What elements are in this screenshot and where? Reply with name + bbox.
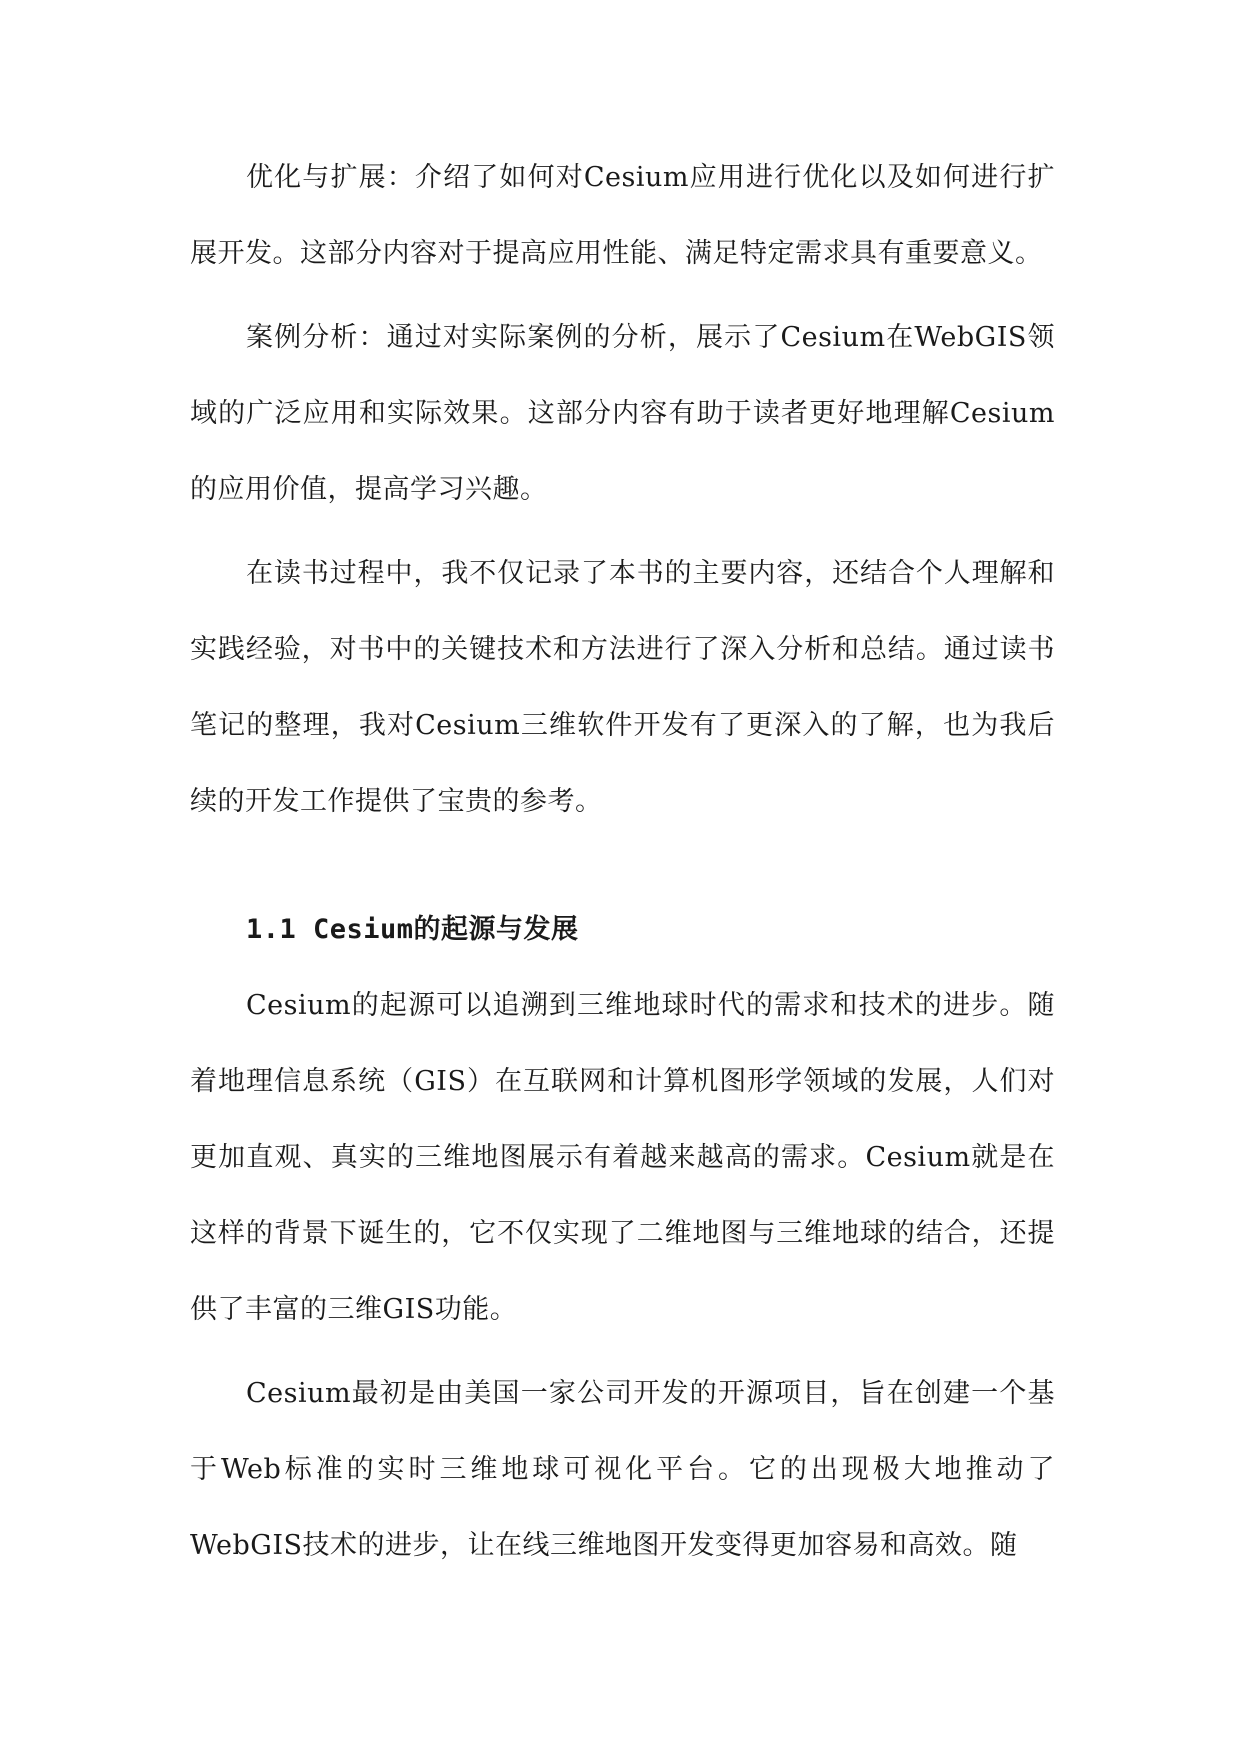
paragraph-initial-project: Cesium最初是由美国一家公司开发的开源项目，旨在创建一个基于Web标准的实时三维地球可视化平台。它的出现极大地推动了WebGIS技术的进步，让在线三维地图开发变得更加容易和高效。随 (190, 1378, 1055, 1561)
section-heading: 1.1 Cesium的起源与发展 (246, 914, 579, 945)
paragraph-case-analysis: 案例分析：通过对实际案例的分析，展示了Cesium在WebGIS领域的广泛应用和实际效果。这部分内容有助于读者更好地理解Cesium的应用价值，提高学习兴趣。 (190, 322, 1055, 505)
paragraph-reading-notes: 在读书过程中，我不仅记录了本书的主要内容，还结合个人理解和实践经验，对书中的关键技术和方法进行了深入分析和总结。通过读书笔记的整理，我对Cesium三维软件开发有了更深入的了解，也为我后续的开发工作提供了宝贵的参考。 (190, 558, 1055, 817)
document-body (190, 140, 1055, 1592)
paragraph-origin: Cesium的起源可以追溯到三维地球时代的需求和技术的进步。随着地理信息系统（GIS）在互联网和计算机图形学领域的发展，人们对更加直观、真实的三维地图展示有着越来越高的需求。Cesium就是在这样的背景下诞生的，它不仅实现了二维地图与三维地球的结合，还提供了丰富的三维GIS功能。 (190, 990, 1055, 1325)
paragraph-optimization: 优化与扩展：介绍了如何对Cesium应用进行优化以及如何进行扩展开发。这部分内容对于提高应用性能、满足特定需求具有重要意义。 (190, 162, 1055, 269)
